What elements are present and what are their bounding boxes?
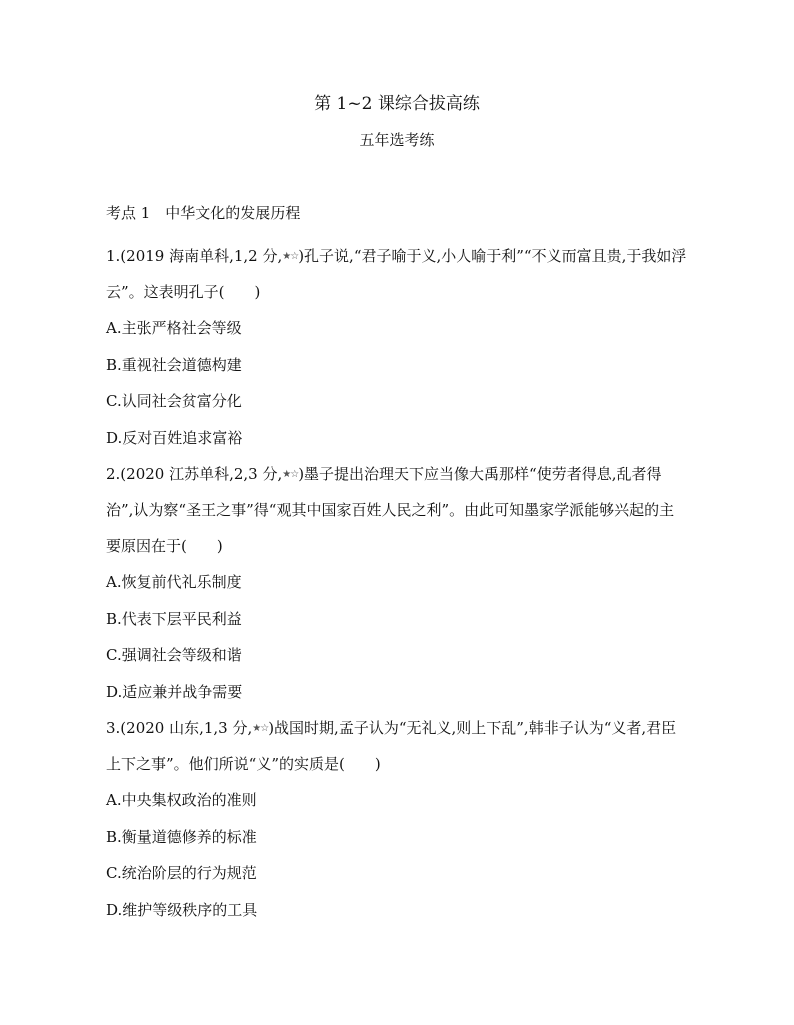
question-stem bbox=[106, 456, 688, 564]
question-stem bbox=[106, 710, 688, 782]
option-d[interactable]: D.适应兼并战争需要 bbox=[106, 682, 243, 701]
option-b[interactable]: B.代表下层平民利益 bbox=[106, 609, 242, 628]
difficulty-star-icon: ★☆ bbox=[282, 251, 299, 262]
question-source: 3.(2020 山东,1,3 分, bbox=[106, 719, 253, 737]
option-a[interactable]: A.主张严格社会等级 bbox=[106, 319, 242, 337]
question-3 bbox=[106, 710, 688, 928]
option-d[interactable]: D.反对百姓追求富裕 bbox=[106, 428, 243, 447]
page-subtitle: 五年选考练 bbox=[359, 131, 435, 149]
question-source: 1.(2019 海南单科,1,2 分, bbox=[106, 247, 283, 265]
option-list bbox=[106, 310, 688, 456]
option-c[interactable]: C.认同社会贫富分化 bbox=[106, 392, 242, 410]
option-b[interactable]: B.衡量道德修养的标准 bbox=[106, 827, 257, 846]
question-1 bbox=[106, 238, 688, 456]
option-list bbox=[106, 782, 688, 928]
difficulty-star-icon: ★☆ bbox=[282, 469, 299, 480]
option-a[interactable]: A.恢复前代礼乐制度 bbox=[106, 573, 242, 591]
question-text: )墨子提出治理天下应当像大禹那样“使劳者得息,乱者得治”,认为察“圣王之事”得“观其中国家百姓人民之利”。由此可知墨家学派能够兴起的主要原因在于( ) bbox=[106, 465, 675, 555]
question-text: )孔子说,“君子喻于义,小人喻于利”“不义而富且贵,于我如浮云”。这表明孔子( ) bbox=[106, 247, 687, 301]
question-2 bbox=[106, 456, 688, 710]
question-text: )战国时期,孟子认为“无礼义,则上下乱”,韩非子认为“义者,君臣上下之事”。他们所说“义”的实质是( ) bbox=[106, 719, 677, 773]
question-stem bbox=[106, 238, 688, 310]
option-b[interactable]: B.重视社会道德构建 bbox=[106, 355, 242, 374]
page-content bbox=[106, 200, 688, 928]
option-list bbox=[106, 564, 688, 710]
page-title: 第 1~2 课综合拔高练 bbox=[314, 94, 480, 114]
option-a[interactable]: A.中央集权政治的准则 bbox=[106, 791, 257, 809]
section-heading: 考点 1 中华文化的发展历程 bbox=[106, 204, 301, 222]
option-c[interactable]: C.统治阶层的行为规范 bbox=[106, 864, 257, 882]
option-d[interactable]: D.维护等级秩序的工具 bbox=[106, 900, 258, 919]
option-c[interactable]: C.强调社会等级和谐 bbox=[106, 646, 242, 664]
question-source: 2.(2020 江苏单科,2,3 分, bbox=[106, 465, 283, 483]
difficulty-star-icon: ★☆ bbox=[252, 723, 269, 734]
